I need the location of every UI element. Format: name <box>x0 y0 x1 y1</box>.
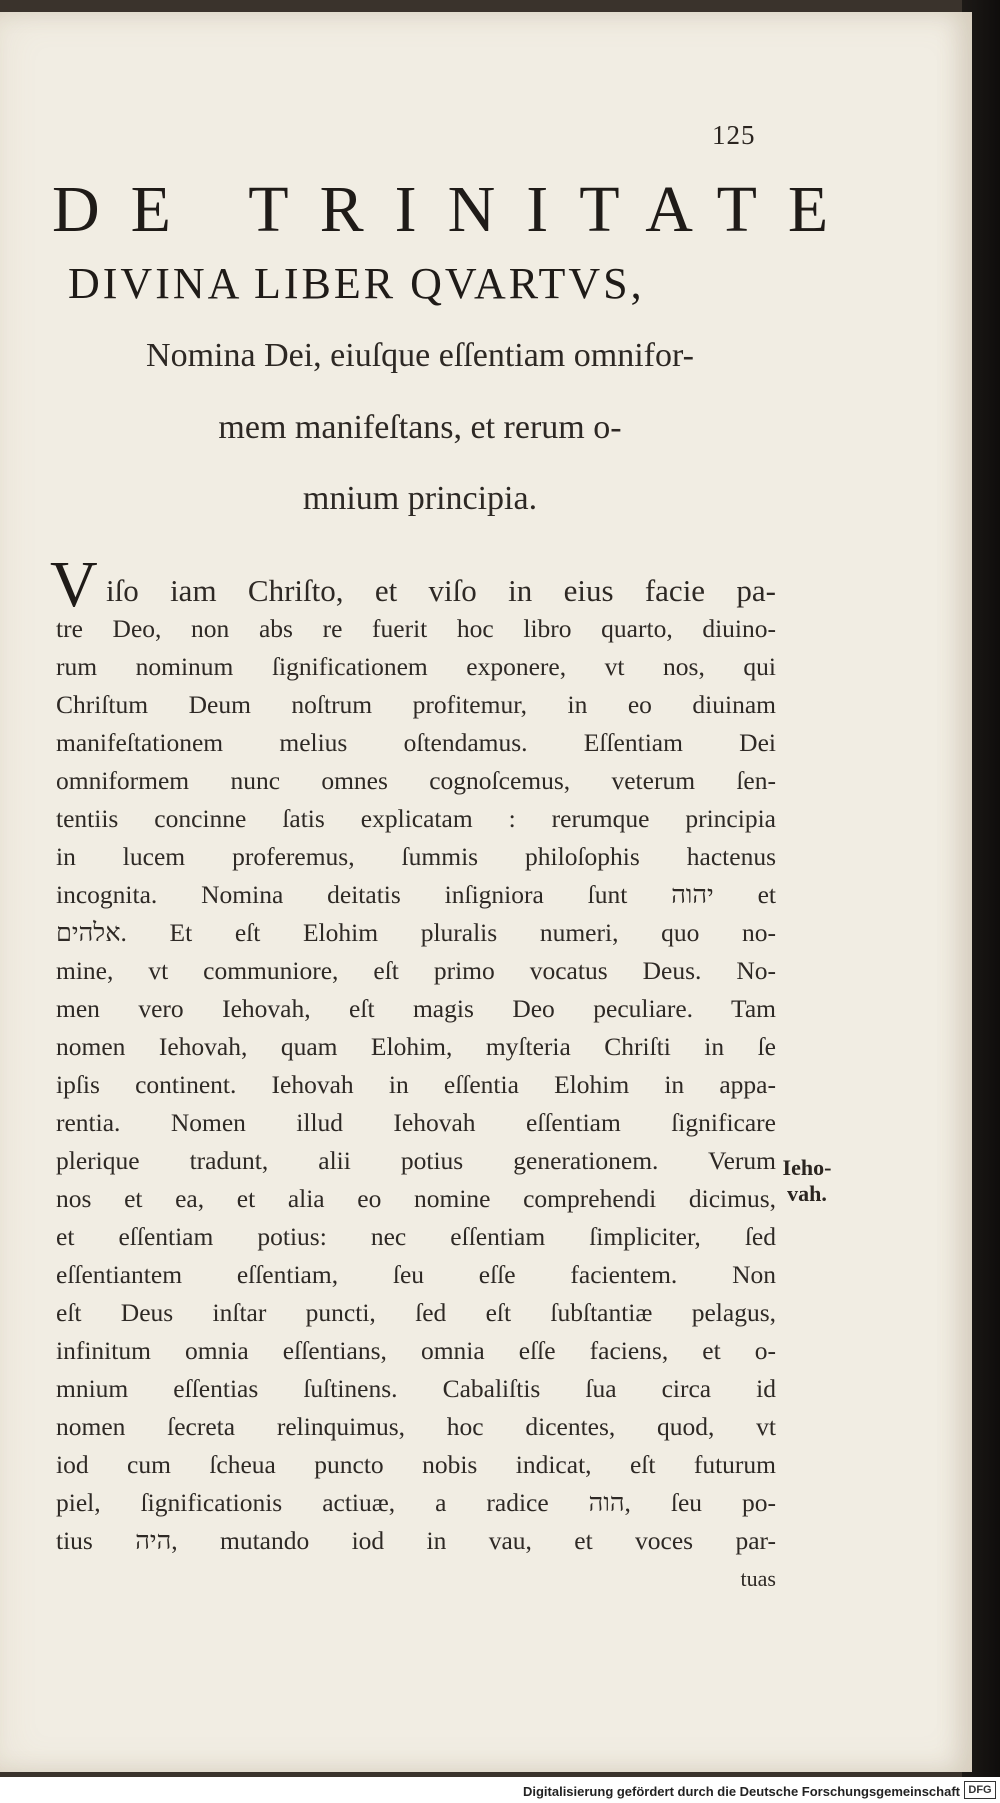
body-line: men vero Iehovah, eſt magis Deo peculiare. Tam <box>56 994 776 1023</box>
body-line: mine, vt communiore, eſt primo vocatus Deus. No- <box>56 956 776 985</box>
body-line: eſt Deus inſtar puncti, ſed eſt ſubſtantiæ pelagus, <box>56 1298 776 1327</box>
body-line: tre Deo, non abs re fuerit hoc libro quarto, diuino- <box>56 614 776 643</box>
body-line: in lucem proferemus, ſummis philoſophis hactenus <box>56 842 776 871</box>
body-line: rentia. Nomen illud Iehovah eſſentiam ſignificare <box>56 1108 776 1137</box>
body-line: nomen ſecreta relinquimus, hoc dicentes, quod, vt <box>56 1412 776 1441</box>
body-line: Chriſtum Deum noſtrum profitemur, in eo diuinam <box>56 690 776 719</box>
body-line: rum nominum ſignificationem exponere, vt nos, qui <box>56 652 776 681</box>
body-line: tius היה, mutando iod in vau, et voces par- <box>56 1526 777 1555</box>
marginal-note <box>777 1155 837 1207</box>
drop-cap: V <box>50 548 98 621</box>
catchword: tuas <box>740 1566 776 1591</box>
body-line: omniformem nunc omnes cognoſcemus, veterum ſen- <box>56 766 776 795</box>
body-line: eſſentiantem eſſentiam, ſeu eſſe facientem. Non <box>56 1260 776 1289</box>
body-line: iſo iam Chriſto, et viſo in eius facie pa- <box>106 573 776 608</box>
body-line: tentiis concinne ſatis explicatam : rerumque principia <box>56 804 776 833</box>
body-line: et eſſentiam potius: nec eſſentiam ſimpliciter, ſed <box>56 1222 776 1251</box>
body-line: infinitum omnia eſſentians, omnia eſſe faciens, et o- <box>56 1336 776 1365</box>
funding-credit: Digitalisierung gefördert durch die Deutsche Forschungsgemeinschaft <box>522 1784 960 1799</box>
body-line: plerique tradunt, alii potius generationem. Verum <box>56 1146 776 1175</box>
title-line-2: DIVINA LIBER QVARTVS, <box>68 259 645 308</box>
body-line: nos et ea, et alia eo nomine comprehendi dicimus, <box>56 1184 776 1213</box>
body-line: ipſis continent. Iehovah in eſſentia Elohim in appa- <box>56 1070 776 1099</box>
marginal-note-line: vah. <box>787 1181 827 1206</box>
body-line: manifeſtationem melius oſtendamus. Eſſentiam Dei <box>56 728 776 757</box>
title-line-1: DE TRINITATE <box>52 173 860 246</box>
body-line: piel, ſignificationis actiuæ, a radice הוה, ſeu po- <box>56 1488 776 1517</box>
body-line: nomen Iehovah, quam Elohim, myſteria Chriſti in ſe <box>56 1032 776 1061</box>
body-text <box>56 572 776 1598</box>
marginal-note-line: Ieho- <box>782 1155 832 1180</box>
subtitle-line: mnium principia. <box>302 480 538 517</box>
body-line: iod cum ſcheua puncto nobis indicat, eſt futurum <box>56 1450 776 1479</box>
subtitle-line: mem manifeſtans, et rerum o- <box>218 409 622 446</box>
page-number: 125 <box>712 120 756 150</box>
body-line: mnium eſſentias ſuſtinens. Cabaliſtis ſua circa id <box>56 1374 776 1403</box>
body-line: incognita. Nomina deitatis inſigniora ſunt יהוה et <box>56 880 776 909</box>
subtitle-line: Nomina Dei, eiuſque eſſentiam omnifor- <box>146 337 694 374</box>
book-page <box>0 12 972 1772</box>
digitization-footer <box>0 1777 1000 1803</box>
dfg-logo: DFG <box>964 1781 996 1799</box>
body-line: אלהים. Et eſt Elohim pluralis numeri, quo no- <box>56 918 776 947</box>
